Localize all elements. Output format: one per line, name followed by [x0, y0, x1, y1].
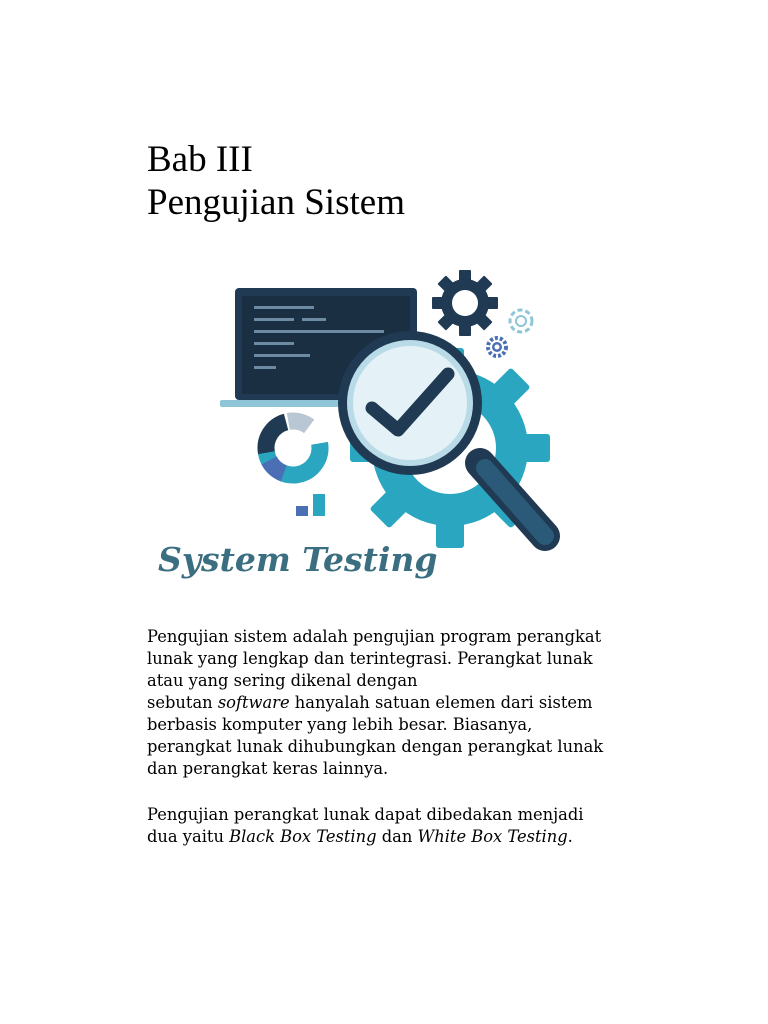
text-line: lunak yang lengkap dan terintegrasi. Perangkat lunak [147, 649, 593, 668]
chapter-title [147, 138, 405, 224]
donut-chart-icon [258, 413, 327, 482]
text-line [147, 826, 667, 848]
chapter-name: Pengujian Sistem [147, 182, 405, 223]
system-testing-illustration [150, 268, 570, 588]
small-gear-icon [432, 270, 498, 336]
text-line: atau yang sering dikenal dengan [147, 671, 418, 690]
body-text [147, 626, 667, 872]
text-line: berbasis komputer yang lebih besar. Biasanya, [147, 715, 533, 734]
text-run: dua yaitu [147, 827, 230, 846]
text-run: sebutan [147, 693, 218, 712]
illustration-caption: System Testing [158, 540, 438, 579]
paragraph-testing-types [147, 804, 667, 848]
chapter-number: Bab III [147, 139, 253, 180]
text-line: dan perangkat keras lainnya. [147, 759, 389, 778]
bar-chart-icon [296, 494, 325, 516]
text-run: . [567, 827, 573, 846]
illustration-graphic [150, 268, 570, 588]
text-line [147, 692, 667, 714]
text-line: Pengujian sistem adalah pengujian program perangkat [147, 627, 602, 646]
emphasis-black-box: Black Box Testing [229, 827, 377, 846]
text-run: dan [376, 827, 418, 846]
blue-gear-icon [488, 338, 506, 356]
paragraph-definition [147, 626, 667, 780]
emphasis-white-box: White Box Testing [417, 827, 568, 846]
text-run: hanyalah satuan elemen dari sistem [289, 693, 593, 712]
text-line: perangkat lunak dihubungkan dengan perangkat lunak [147, 737, 604, 756]
emphasis-software: software [217, 693, 290, 712]
outline-gear-icon [510, 310, 532, 332]
text-line: Pengujian perangkat lunak dapat dibedakan menjadi [147, 805, 584, 824]
